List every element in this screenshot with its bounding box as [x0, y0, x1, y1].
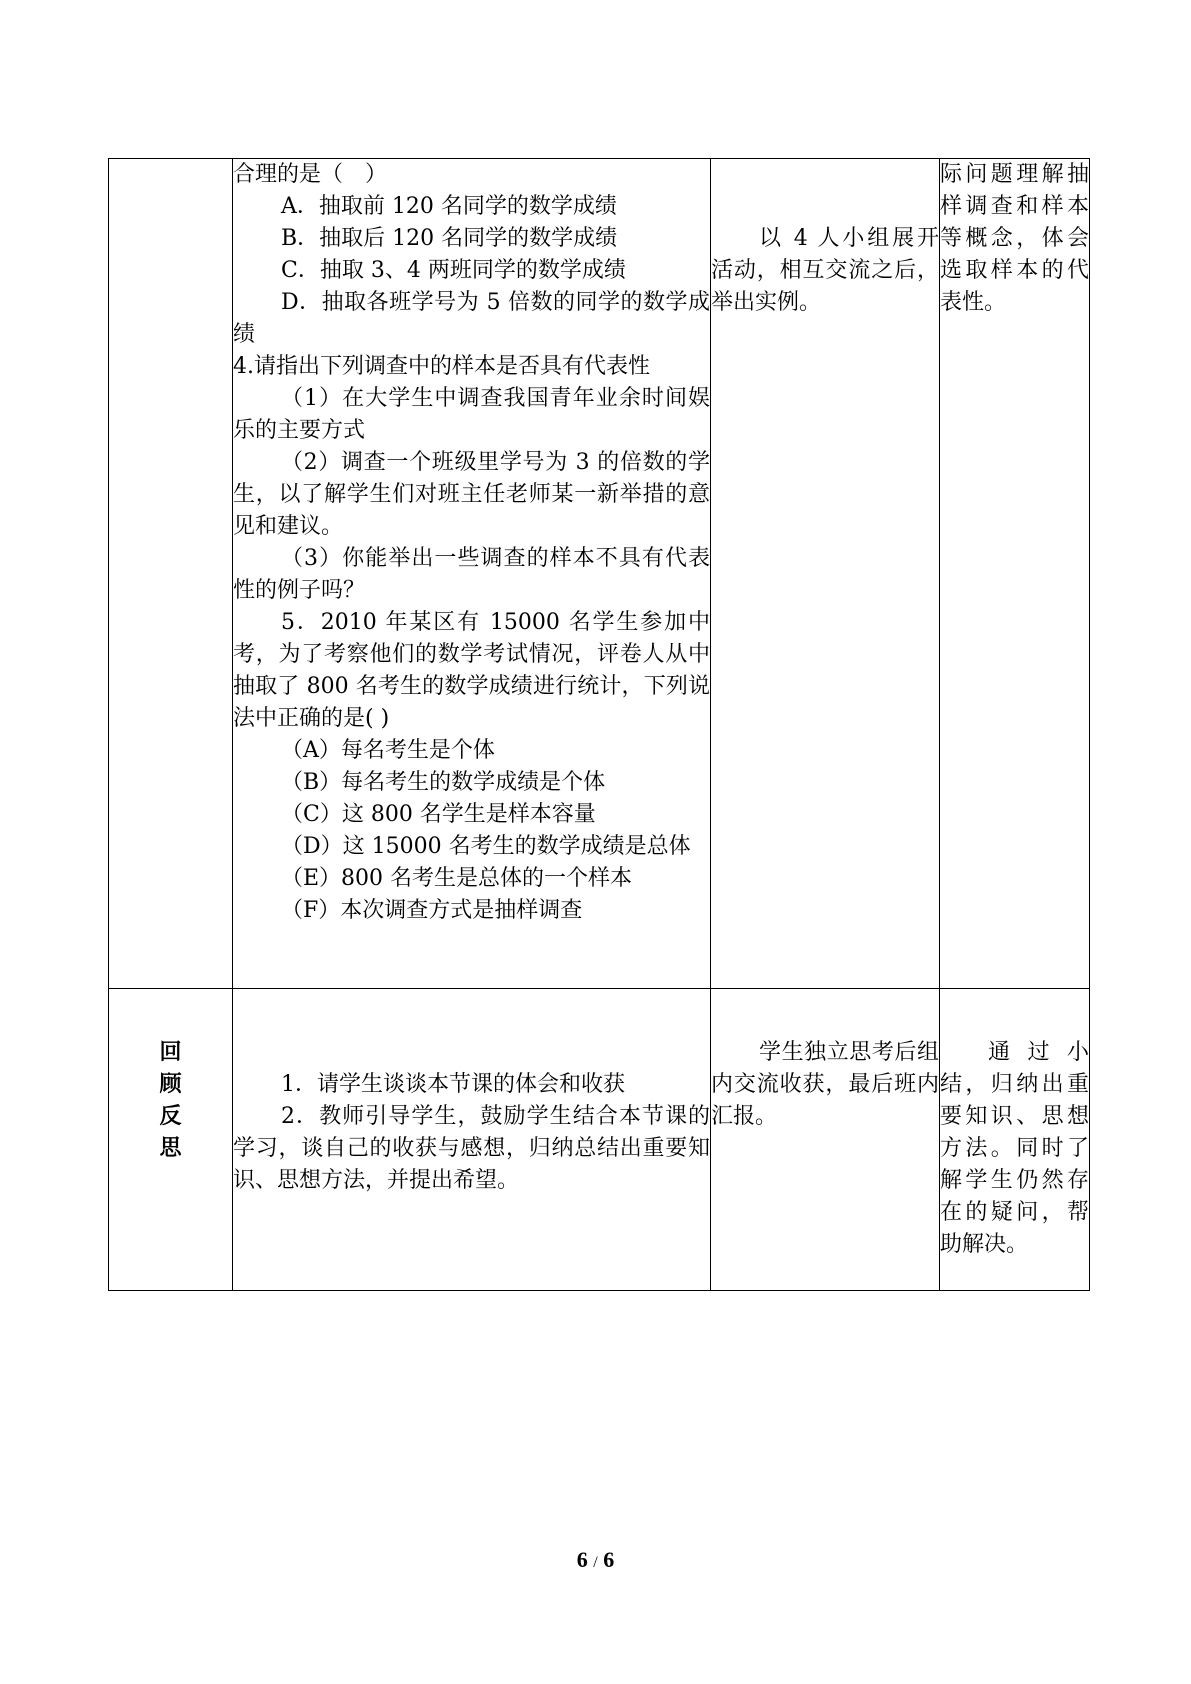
design-intent-cell: [940, 989, 1090, 1291]
phase-char: 顾: [159, 1072, 182, 1097]
design-intent-text: 通过小结，归纳出重要知识、思想方法。同时了解学生仍然存在的疑问，帮助解决。: [940, 1040, 1089, 1257]
lesson-plan-table: [108, 158, 1090, 1291]
question-4: 4.请指出下列调查中的样本是否具有代表性: [233, 354, 650, 379]
review-item-1: 1．请学生谈谈本节课的体会和收获: [281, 1072, 625, 1097]
question-5-option-b: （B）每名考生的数学成绩是个体: [281, 770, 606, 795]
design-intent-text: 际问题理解抽样调查和样本等概念，体会选取样本的代表性。: [940, 162, 1089, 315]
student-activity-text: 以 4 人小组展开活动，相互交流之后，举出实例。: [711, 226, 939, 315]
question-5-option-f: （F）本次调查方式是抽样调查: [281, 898, 583, 923]
phase-char: 反: [159, 1104, 182, 1129]
page-separator: /: [593, 1554, 598, 1571]
phase-char: 回: [159, 1040, 182, 1065]
student-activity-text: 学生独立思考后组内交流收获，最后班内汇报。: [711, 1040, 939, 1129]
text-line: 合理的是（ ）: [233, 162, 388, 187]
student-activity-cell: [711, 989, 940, 1291]
question-5-option-d: （D）这 15000 名考生的数学成绩是总体: [281, 834, 691, 859]
page-total: 6: [603, 1547, 615, 1572]
page-current: 6: [576, 1547, 588, 1572]
question-5: 5．2010 年某区有 15000 名学生参加中考，为了考察他们的数学考试情况，评卷人从中抽取了 800 名考生的数学成绩进行统计，下列说法中正确的是( ): [233, 610, 710, 731]
option-a: A．抽取前 120 名同学的数学成绩: [281, 194, 617, 219]
question-5-option-e: （E）800 名考生是总体的一个样本: [281, 866, 633, 891]
phase-char: 思: [159, 1136, 182, 1161]
question-5-option-c: （C）这 800 名学生是样本容量: [281, 802, 596, 827]
question-5-option-a: （A）每名考生是个体: [281, 738, 495, 763]
page-number: [0, 1547, 1191, 1573]
table-row: [109, 989, 1090, 1291]
option-b: B．抽取后 120 名同学的数学成绩: [281, 226, 618, 251]
phase-cell-empty: [109, 159, 233, 989]
review-item-2: 2．教师引导学生，鼓励学生结合本节课的学习，谈自己的收获与感想，归纳总结出重要知识、思想方法，并提出希望。: [233, 1104, 710, 1193]
content-cell: [233, 159, 711, 989]
option-c: C．抽取 3、4 两班同学的数学成绩: [281, 258, 626, 283]
design-intent-cell: [940, 159, 1090, 989]
student-activity-cell: [711, 159, 940, 989]
phase-cell: [109, 989, 233, 1291]
option-d: D．抽取各班学号为 5 倍数的同学的数学成绩: [233, 290, 710, 347]
question-4-item-3: （3）你能举出一些调查的样本不具有代表性的例子吗？: [233, 546, 710, 603]
question-4-item-2: （2）调查一个班级里学号为 3 的倍数的学生，以了解学生们对班主任老师某一新举措的意见和建议。: [233, 450, 710, 539]
content-cell: [233, 989, 711, 1291]
phase-label: [109, 1037, 232, 1165]
question-4-item-1: （1）在大学生中调查我国青年业余时间娱乐的主要方式: [233, 386, 710, 443]
table-row: [109, 159, 1090, 989]
